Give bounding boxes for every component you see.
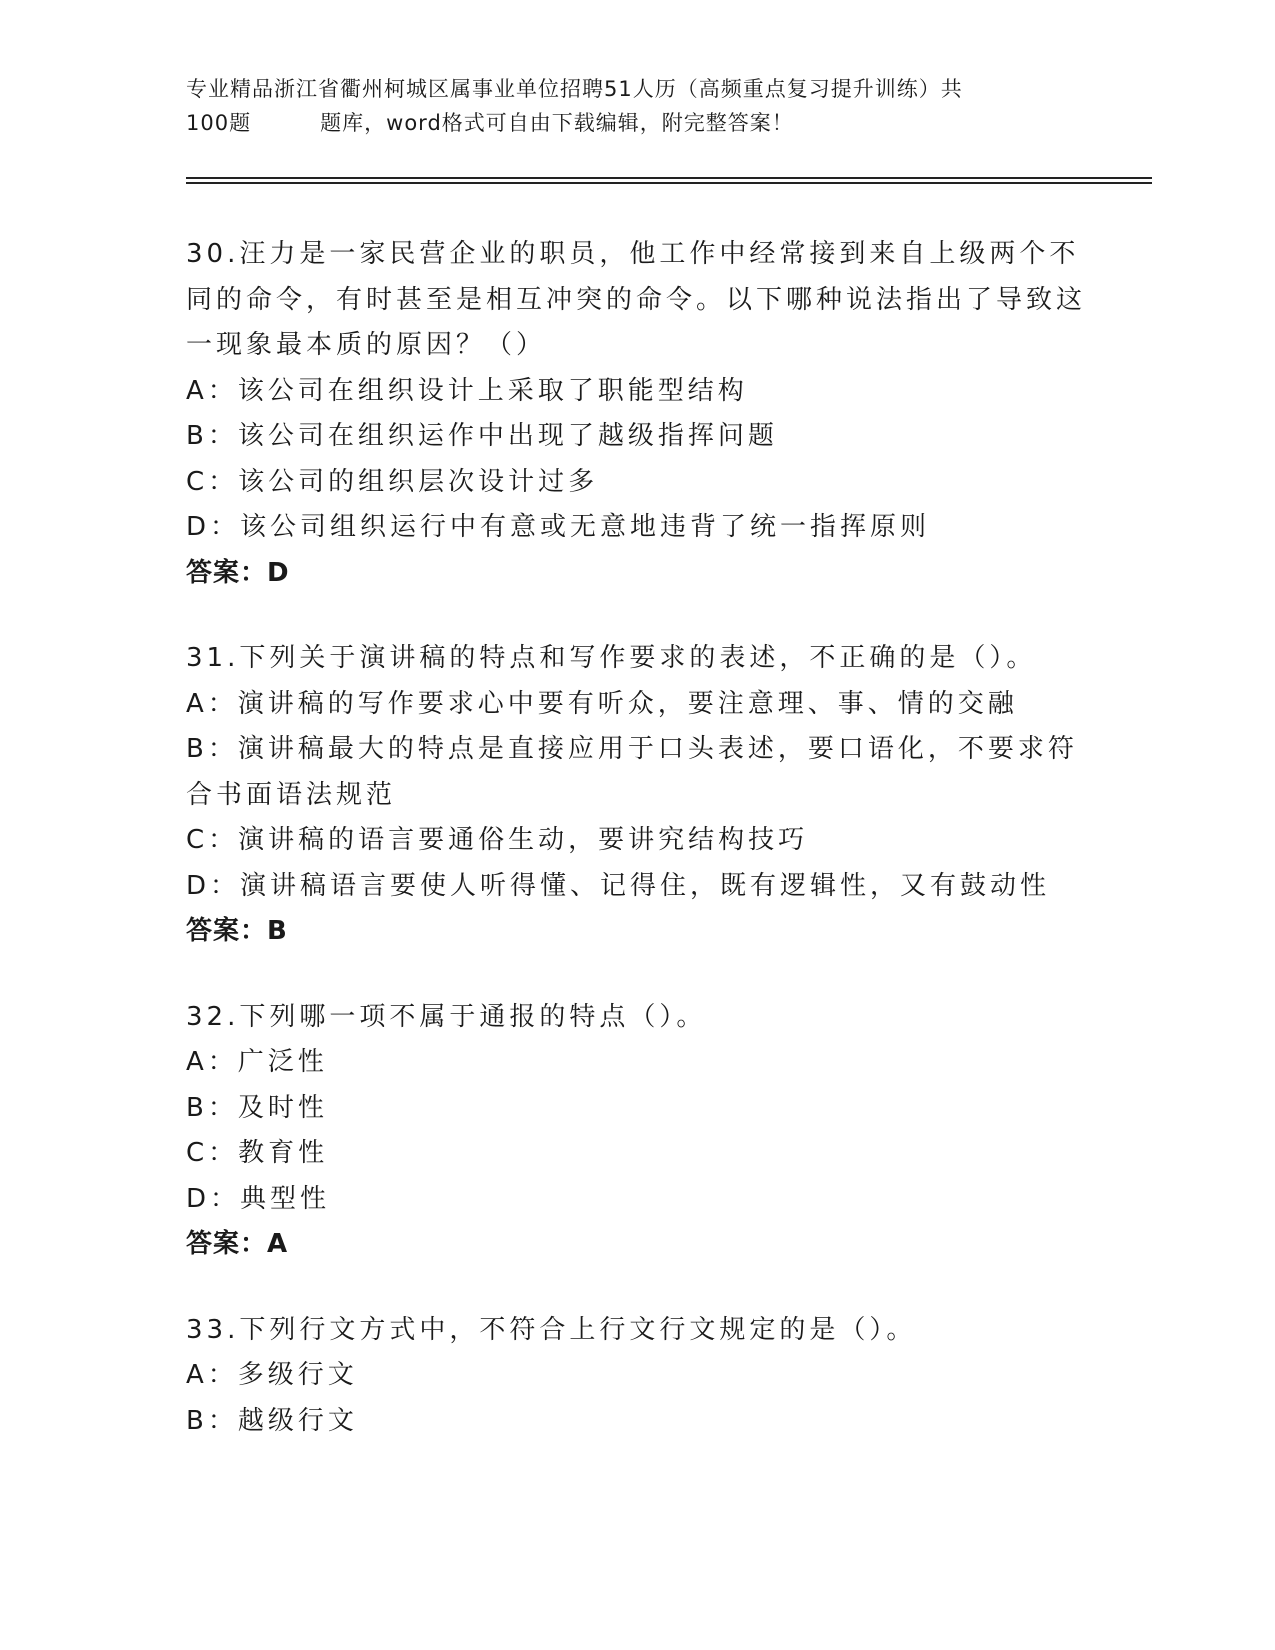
header-divider-top xyxy=(186,177,1152,179)
option-a: A：多级行文 xyxy=(186,1360,358,1390)
option-b: B：及时性 xyxy=(186,1092,328,1123)
option-b: B：该公司在组织运作中出现了越级指挥问题 xyxy=(186,421,778,451)
question-33 xyxy=(186,1308,1086,1445)
option-d: D：典型性 xyxy=(186,1183,331,1214)
answer: 答案：A xyxy=(186,1229,289,1259)
document-header xyxy=(186,72,1086,140)
question-stem: 32.下列哪一项不属于通报的特点（）。 xyxy=(186,1001,707,1032)
option-c: C：教育性 xyxy=(186,1138,329,1168)
option-a: A：演讲稿的写作要求心中要有听众，要注意理、事、情的交融 xyxy=(186,688,1018,719)
question-32 xyxy=(186,995,1086,1268)
option-c: C：该公司的组织层次设计过多 xyxy=(186,466,599,497)
option-b: B：演讲稿最大的特点是直接应用于口头表述，要口语化，不要求符合书面语法规范 xyxy=(186,734,1078,810)
header-divider-bottom xyxy=(186,182,1152,184)
option-a: A：该公司在组织设计上采取了职能型结构 xyxy=(186,375,748,406)
question-list xyxy=(186,232,1086,1484)
option-b: B：越级行文 xyxy=(186,1405,358,1436)
option-a: A：广泛性 xyxy=(186,1047,328,1077)
question-stem: 33.下列行文方式中，不符合上行文行文规定的是（）。 xyxy=(186,1314,917,1345)
header-title-line-2: 100题 题库，word格式可自由下载编辑，附完整答案！ xyxy=(186,111,794,135)
option-c: C：演讲稿的语言要通俗生动，要讲究结构技巧 xyxy=(186,825,809,855)
answer: 答案：D xyxy=(186,557,290,588)
header-title-line-1: 专业精品浙江省衢州柯城区属事业单位招聘51人历（高频重点复习提升训练）共 xyxy=(186,77,963,101)
answer: 答案：B xyxy=(186,916,288,946)
question-30 xyxy=(186,232,1086,596)
question-stem: 30.汪力是一家民营企业的职员，他工作中经常接到来自上级两个不同的命令，有时甚至是相互冲突的命令。以下哪种说法指出了导致这一现象最本质的原因？（） xyxy=(186,239,1087,360)
question-stem: 31.下列关于演讲稿的特点和写作要求的表述，不正确的是（）。 xyxy=(186,643,1037,673)
option-d: D：该公司组织运行中有意或无意地违背了统一指挥原则 xyxy=(186,512,931,542)
question-31 xyxy=(186,636,1086,955)
option-d: D：演讲稿语言要使人听得懂、记得住，既有逻辑性，又有鼓动性 xyxy=(186,870,1051,901)
